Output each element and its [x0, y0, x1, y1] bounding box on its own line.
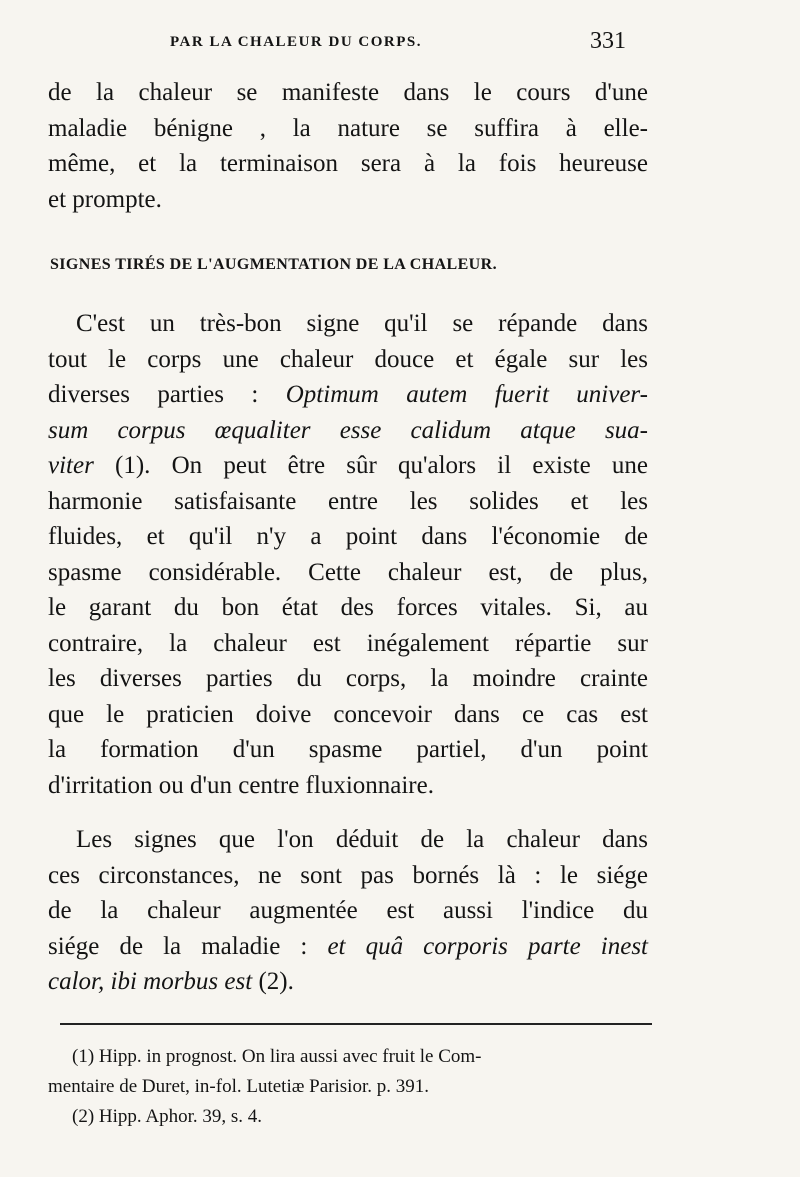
paragraph-continuation [48, 75, 648, 217]
text-line [48, 929, 648, 965]
text-span: diverses parties : [48, 381, 286, 408]
text-line: d'irritation ou d'un centre fluxionnaire. [48, 771, 434, 799]
text-line [48, 964, 648, 1000]
paragraph-heat-location [48, 822, 648, 1000]
latin-quote: sum corpus œqualiter esse calidum atque sua- [48, 416, 648, 444]
footnote-1-continuation: mentaire de Duret, in-fol. Lutetiæ Parisior. p. 391. [48, 1076, 429, 1097]
footnote-1: (1) Hipp. in prognost. On lira aussi avec fruit le Com- [72, 1046, 482, 1067]
text-line: le garant du bon état des forces vitales. Si, au [48, 594, 648, 621]
latin-quote: calor, ibi morbus est [48, 968, 253, 995]
footnotes [48, 1042, 652, 1132]
text-line: que le praticien doive concevoir dans ce cas est [48, 700, 648, 728]
text-line: et prompte. [48, 185, 162, 213]
text-line: maladie bénigne , la nature se suffira à elle- [48, 114, 648, 142]
text-span: (2). [252, 968, 294, 995]
text-line: même, et la terminaison sera à la fois heureuse [48, 150, 648, 177]
text-line: fluides, et qu'il n'y a point dans l'économie de [48, 523, 648, 550]
text-line: ces circonstances, ne sont pas bornés là : le siége [48, 861, 648, 889]
text-line: tout le corps une chaleur douce et égale sur les [48, 345, 648, 373]
text-line: spasme considérable. Cette chaleur est, de plus, [48, 558, 648, 586]
latin-quote: Optimum autem fuerit univer- [285, 381, 648, 408]
footnote-2: (2) Hipp. Aphor. 39, s. 4. [72, 1106, 262, 1127]
text-line: les diverses parties du corps, la moindre crainte [48, 665, 648, 692]
text-line: Les signes que l'on déduit de la chaleur dans [76, 826, 648, 853]
section-heading: SIGNES TIRÉS DE L'AUGMENTATION DE LA CHALEUR. [50, 256, 497, 273]
text-span: (1). On peut être sûr qu'alors il existe une [93, 452, 648, 479]
text-span: siége de la maladie : [48, 932, 328, 960]
page-number: 331 [590, 28, 626, 54]
footnote-rule [60, 1023, 652, 1025]
text-line: de la chaleur augmentée est aussi l'indice du [48, 897, 648, 924]
text-line [48, 377, 648, 413]
running-head: PAR LA CHALEUR DU CORPS. [170, 34, 422, 50]
text-line: harmonie satisfaisante entre les solides et les [48, 487, 648, 515]
paragraph-heat-signs [48, 306, 648, 803]
text-line: C'est un très-bon signe qu'il se répande dans [76, 310, 648, 337]
latin-quote: viter [48, 452, 94, 479]
text-line: contraire, la chaleur est inégalement répartie sur [48, 629, 648, 657]
text-line: la formation d'un spasme partiel, d'un point [48, 736, 648, 763]
text-line [48, 413, 648, 449]
text-line [48, 448, 648, 484]
latin-quote: et quâ corporis parte inest [327, 932, 649, 960]
text-line: de la chaleur se manifeste dans le cours d'une [48, 79, 648, 106]
